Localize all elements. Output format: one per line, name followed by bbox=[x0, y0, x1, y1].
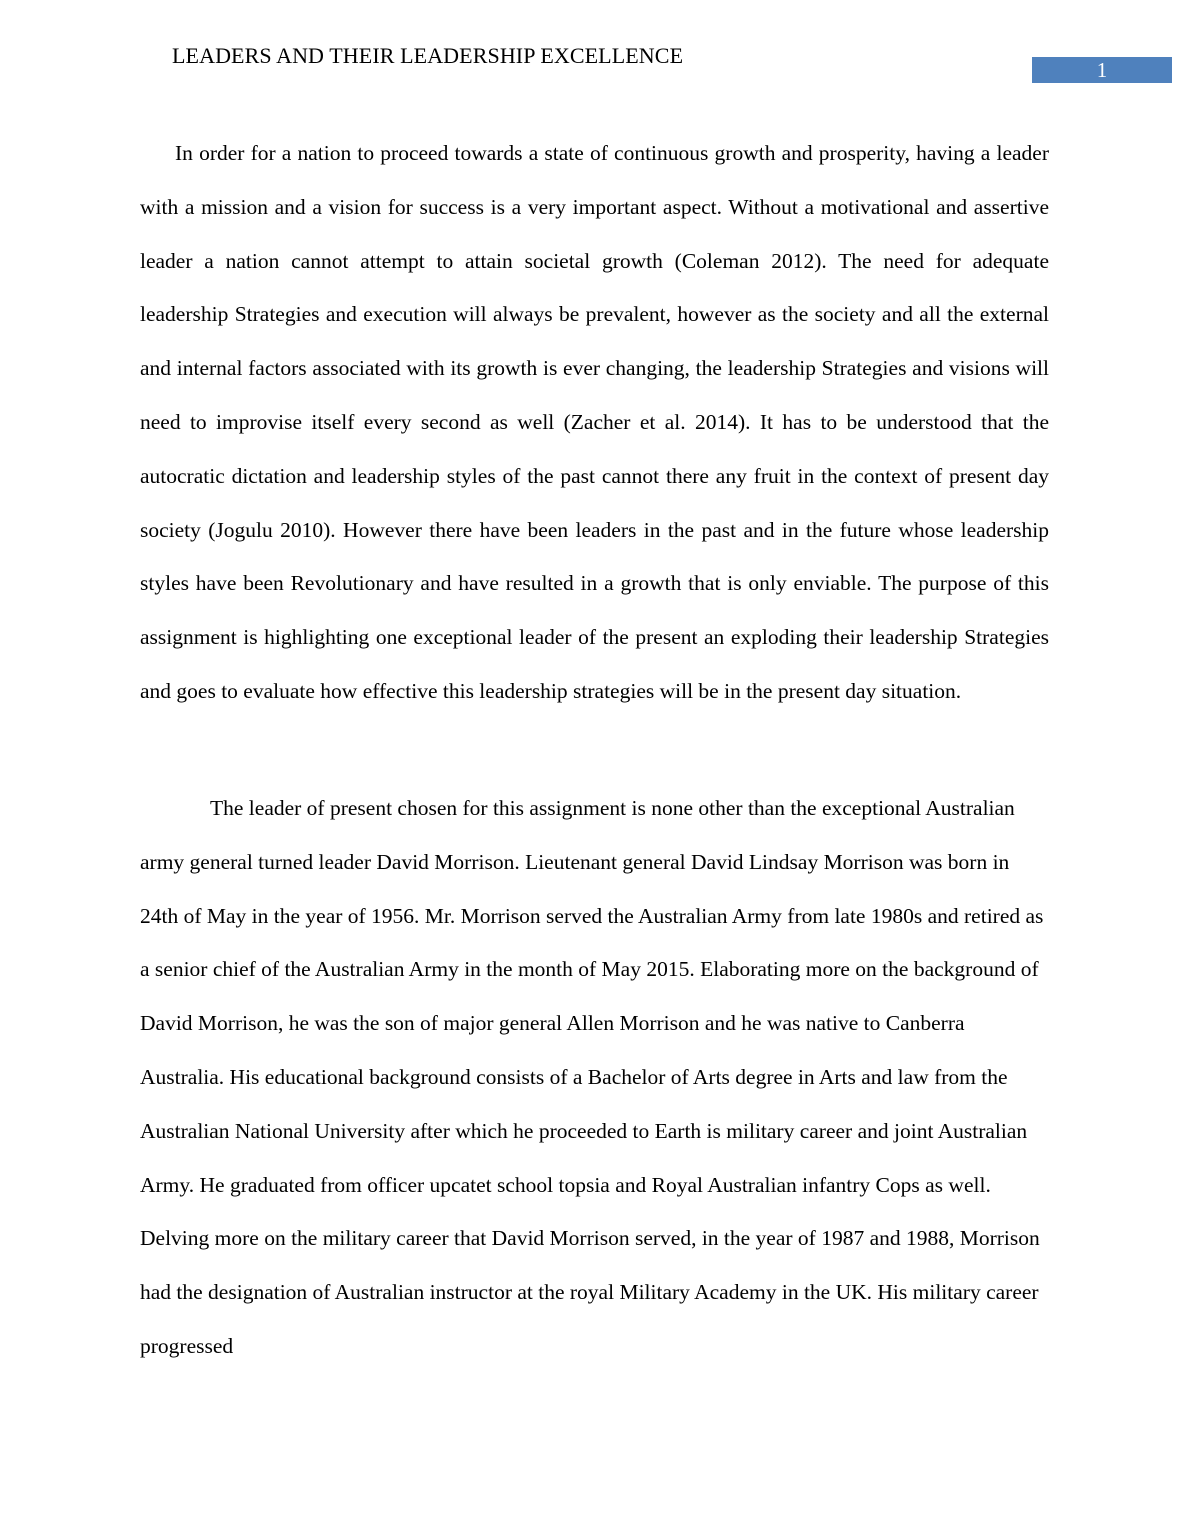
body-paragraph-1: In order for a nation to proceed towards a state of continuous growth and prosperity, having a leader with a mission and a vision for success is a very important aspect. Without a motivational and assertive leader a nation cannot attempt to attain societal growth (Coleman 2012). The need for adequate leadership Strategies and execution will always be prevalent, however as the society and all the external and internal factors associated with its growth is ever changing, the leadership Strategies and visions will need to improvise itself every second as well (Zacher et al. 2014). It has to be understood that the autocratic dictation and leadership styles of the past cannot there any fruit in the context of present day society (Jogulu 2010). However there have been leaders in the past and in the future whose leadership styles have been Revolutionary and have resulted in a growth that is only enviable. The purpose of this assignment is highlighting one exceptional leader of the present an exploding their leadership Strategies and goes to evaluate how effective this leadership strategies will be in the present day situation. bbox=[140, 141, 1049, 703]
running-head: LEADERS AND THEIR LEADERSHIP EXCELLENCE bbox=[172, 43, 684, 68]
body-paragraph-2: The leader of present chosen for this assignment is none other than the exceptional Australian army general turned leader David Morrison. Lieutenant general David Lindsay Morrison was born in 24th of May in the year of 1956. Mr. Morrison served the Australian Army from late 1980s and retired as a senior chief of the Australian Army in the month of May 2015. Elaborating more on the background of David Morrison, he was the son of major general Allen Morrison and he was native to Canberra Australia. His educational background consists of a Bachelor of Arts degree in Arts and law from the Australian National University after which he proceeded to Earth is military career and joint Australian Army. He graduated from officer upcatet school topsia and Royal Australian infantry Cops as well. Delving more on the military career that David Morrison served, in the year of 1987 and 1988, Morrison had the designation of Australian instructor at the royal Military Academy in the UK. His military career progressed bbox=[140, 796, 1044, 1358]
page-number: 1 bbox=[1032, 57, 1172, 83]
